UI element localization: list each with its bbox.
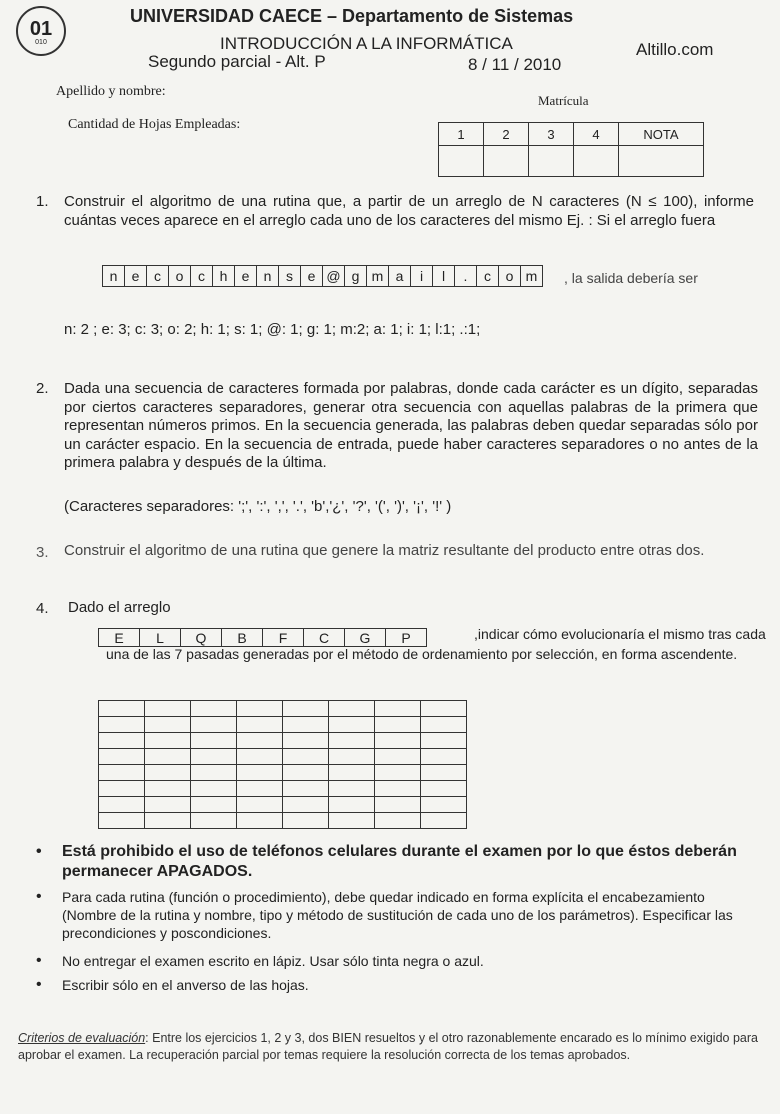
answer-cell[interactable] — [421, 781, 467, 797]
char-cell: i — [411, 266, 433, 287]
char-cell: o — [499, 266, 521, 287]
name-label: Apellido y nombre: — [56, 84, 166, 99]
array-cell: G — [345, 629, 386, 647]
grade-cell[interactable] — [439, 146, 484, 177]
char-cell: @ — [323, 266, 345, 287]
grade-header: 4 — [574, 123, 619, 146]
answer-cell[interactable] — [283, 717, 329, 733]
q2-text: Dada una secuencia de caracteres formada por palabras, donde cada carácter es un dígito, separadas por ciertos caracteres separadores, generar otra secuencia con aquellas palabras de la primera que representan números primos. En la secuencia generada, las palabras deben quedar separadas sólo por un carácter espacio. En la secuencia de entrada, puede haber caracteres separadores o no antes de la primera palabra y después de la última. — [64, 380, 758, 471]
grade-header: NOTA — [619, 123, 704, 146]
answer-cell[interactable] — [283, 701, 329, 717]
q1-output: n: 2 ; e: 3; c: 3; o: 2; h: 1; s: 1; @: 1; g: 1; m:2; a: 1; i: 1; l:1; .:1; — [64, 321, 481, 338]
q1-char-array — [102, 265, 543, 287]
rule-ink-text: No entregar el examen escrito en lápiz. Usar sólo tinta negra o azul. — [62, 953, 484, 969]
q4-text: Dado el arreglo — [68, 599, 171, 616]
hojas-label: Cantidad de Hojas Empleadas: — [68, 117, 241, 132]
answer-cell[interactable] — [421, 765, 467, 781]
grade-cell[interactable] — [619, 146, 704, 177]
array-cell: C — [304, 629, 345, 647]
q3-number: 3. — [36, 544, 49, 561]
logo-number: 01 — [29, 18, 53, 40]
char-cell: c — [191, 266, 213, 287]
answer-cell[interactable] — [375, 797, 421, 813]
answer-cell[interactable] — [329, 781, 375, 797]
answer-cell[interactable] — [145, 733, 191, 749]
rule-sheets — [36, 976, 762, 994]
answer-cell[interactable] — [283, 765, 329, 781]
char-cell: e — [125, 266, 147, 287]
exam-title: Segundo parcial - Alt. P — [148, 52, 326, 71]
answer-cell[interactable] — [283, 813, 329, 829]
char-cell: c — [477, 266, 499, 287]
answer-cell[interactable] — [375, 781, 421, 797]
answer-cell[interactable] — [191, 765, 237, 781]
answer-cell[interactable] — [283, 733, 329, 749]
matricula-label: Matrícula — [538, 93, 589, 108]
answer-cell[interactable] — [375, 813, 421, 829]
answer-cell[interactable] — [99, 717, 145, 733]
answer-cell[interactable] — [237, 733, 283, 749]
answer-cell[interactable] — [99, 813, 145, 829]
answer-cell[interactable] — [191, 733, 237, 749]
answer-cell[interactable] — [375, 701, 421, 717]
char-cell: g — [345, 266, 367, 287]
grade-cell[interactable] — [574, 146, 619, 177]
array-cell: E — [99, 629, 140, 647]
university-title: UNIVERSIDAD CAECE – Departamento de Sistemas — [130, 6, 574, 26]
q4-description: ,indicar cómo evolucionaría el mismo tras cada una de las 7 pasadas generadas por el método de ordenamiento por selección, en forma ascendente. — [106, 626, 766, 662]
bullet-icon: • — [36, 888, 42, 905]
exam-date: 8 / 11 / 2010 — [468, 55, 562, 74]
rule-phones-text: Está prohibido el uso de teléfonos celulares durante el examen por lo que éstos deberán permanecer APAGADOS. — [62, 843, 737, 880]
answer-cell[interactable] — [237, 701, 283, 717]
answer-cell[interactable] — [421, 701, 467, 717]
array-cell: B — [222, 629, 263, 647]
answer-cell[interactable] — [145, 797, 191, 813]
grade-cell[interactable] — [529, 146, 574, 177]
q2-separators: (Caracteres separadores: ';', ':', ',', '.', 'b','¿', '?', '(', ')', '¡', '!' ) — [64, 498, 452, 515]
char-cell: . — [455, 266, 477, 287]
rule-routines — [36, 888, 762, 942]
answer-cell[interactable] — [329, 813, 375, 829]
answer-cell[interactable] — [283, 781, 329, 797]
answer-cell[interactable] — [99, 733, 145, 749]
logo-subnumber: 010 — [35, 39, 47, 46]
answer-cell[interactable] — [145, 813, 191, 829]
answer-cell[interactable] — [375, 765, 421, 781]
answer-cell[interactable] — [329, 765, 375, 781]
answer-cell[interactable] — [191, 749, 237, 765]
answer-cell[interactable] — [191, 717, 237, 733]
array-cell: Q — [181, 629, 222, 647]
answer-cell[interactable] — [237, 717, 283, 733]
answer-cell[interactable] — [99, 781, 145, 797]
char-cell: h — [213, 266, 235, 287]
answer-cell[interactable] — [421, 733, 467, 749]
answer-cell[interactable] — [145, 701, 191, 717]
q3-text: Construir el algoritmo de una rutina que genere la matriz resultante del producto entre otras dos. — [64, 542, 705, 559]
answer-cell[interactable] — [99, 765, 145, 781]
array-cell: L — [140, 629, 181, 647]
answer-cell[interactable] — [191, 701, 237, 717]
answer-cell[interactable] — [329, 733, 375, 749]
answer-cell[interactable] — [145, 749, 191, 765]
answer-cell[interactable] — [237, 749, 283, 765]
q1-text: Construir el algoritmo de una rutina que, a partir de un arreglo de N caracteres (N ≤ 100), informe cuántas veces aparece en el arreglo cada uno de los caracteres del mismo Ej. : Si el arreglo fuera — [64, 193, 754, 229]
rule-routines-text: Para cada rutina (función o procedimiento), debe quedar indicado en forma explícita el encabezamiento (Nombre de la rutina y nombre, tipo y método de sustitución de cada uno de los parámetros). Especificar las precondiciones y poscondiciones. — [62, 889, 733, 941]
answer-cell[interactable] — [99, 701, 145, 717]
grade-cell[interactable] — [484, 146, 529, 177]
char-cell: n — [103, 266, 125, 287]
char-cell: s — [279, 266, 301, 287]
char-cell: e — [235, 266, 257, 287]
char-cell: a — [389, 266, 411, 287]
array-cell: P — [386, 629, 427, 647]
answer-cell[interactable] — [329, 701, 375, 717]
answer-cell[interactable] — [145, 781, 191, 797]
array-cell: F — [263, 629, 304, 647]
answer-cell[interactable] — [421, 749, 467, 765]
rule-ink — [36, 952, 762, 970]
answer-cell[interactable] — [237, 813, 283, 829]
answer-cell[interactable] — [421, 813, 467, 829]
answer-cell[interactable] — [191, 781, 237, 797]
answer-cell[interactable] — [145, 717, 191, 733]
char-cell: l — [433, 266, 455, 287]
answer-cell[interactable] — [191, 797, 237, 813]
answer-cell[interactable] — [99, 749, 145, 765]
q4-number: 4. — [36, 600, 49, 617]
answer-cell[interactable] — [237, 765, 283, 781]
answer-cell[interactable] — [375, 733, 421, 749]
site-watermark: Altillo.com — [636, 40, 714, 59]
bullet-icon: • — [36, 952, 42, 969]
grade-table — [438, 122, 704, 177]
rule-phones — [36, 842, 752, 882]
q1-number: 1. — [36, 193, 49, 210]
answer-cell[interactable] — [237, 797, 283, 813]
university-logo — [16, 6, 66, 56]
criteria-text: : Entre los ejercicios 1, 2 y 3, dos BIEN resueltos y el otro razonablemente encarado es lo mínimo exigido para aprobar el examen. La recuperación parcial por temas requiere la resolución correcta de los temas aprobados. — [18, 1031, 758, 1062]
char-cell: n — [257, 266, 279, 287]
answer-cell[interactable] — [237, 781, 283, 797]
answer-cell[interactable] — [191, 813, 237, 829]
char-cell: m — [367, 266, 389, 287]
char-cell: m — [521, 266, 543, 287]
course-title: INTRODUCCIÓN A LA INFORMÁTICA — [220, 34, 513, 53]
answer-cell[interactable] — [375, 749, 421, 765]
answer-cell[interactable] — [329, 749, 375, 765]
answer-cell[interactable] — [145, 765, 191, 781]
answer-cell[interactable] — [421, 797, 467, 813]
q4-answer-grid — [98, 700, 467, 829]
grade-header: 2 — [484, 123, 529, 146]
criteria-label: Criterios de evaluación — [18, 1031, 146, 1045]
answer-cell[interactable] — [421, 717, 467, 733]
grade-header: 1 — [439, 123, 484, 146]
answer-cell[interactable] — [283, 797, 329, 813]
answer-cell[interactable] — [329, 797, 375, 813]
bullet-icon: • — [36, 843, 42, 860]
answer-cell[interactable] — [329, 717, 375, 733]
answer-cell[interactable] — [375, 717, 421, 733]
grade-header: 3 — [529, 123, 574, 146]
answer-cell[interactable] — [283, 749, 329, 765]
q2-number: 2. — [36, 380, 49, 397]
answer-cell[interactable] — [99, 797, 145, 813]
bullet-icon: • — [36, 976, 42, 993]
rule-sheets-text: Escribir sólo en el anverso de las hojas. — [62, 977, 309, 993]
char-cell: e — [301, 266, 323, 287]
char-cell: c — [147, 266, 169, 287]
evaluation-criteria — [18, 1030, 768, 1064]
char-cell: o — [169, 266, 191, 287]
q1-suffix: , la salida debería ser — [564, 270, 698, 286]
